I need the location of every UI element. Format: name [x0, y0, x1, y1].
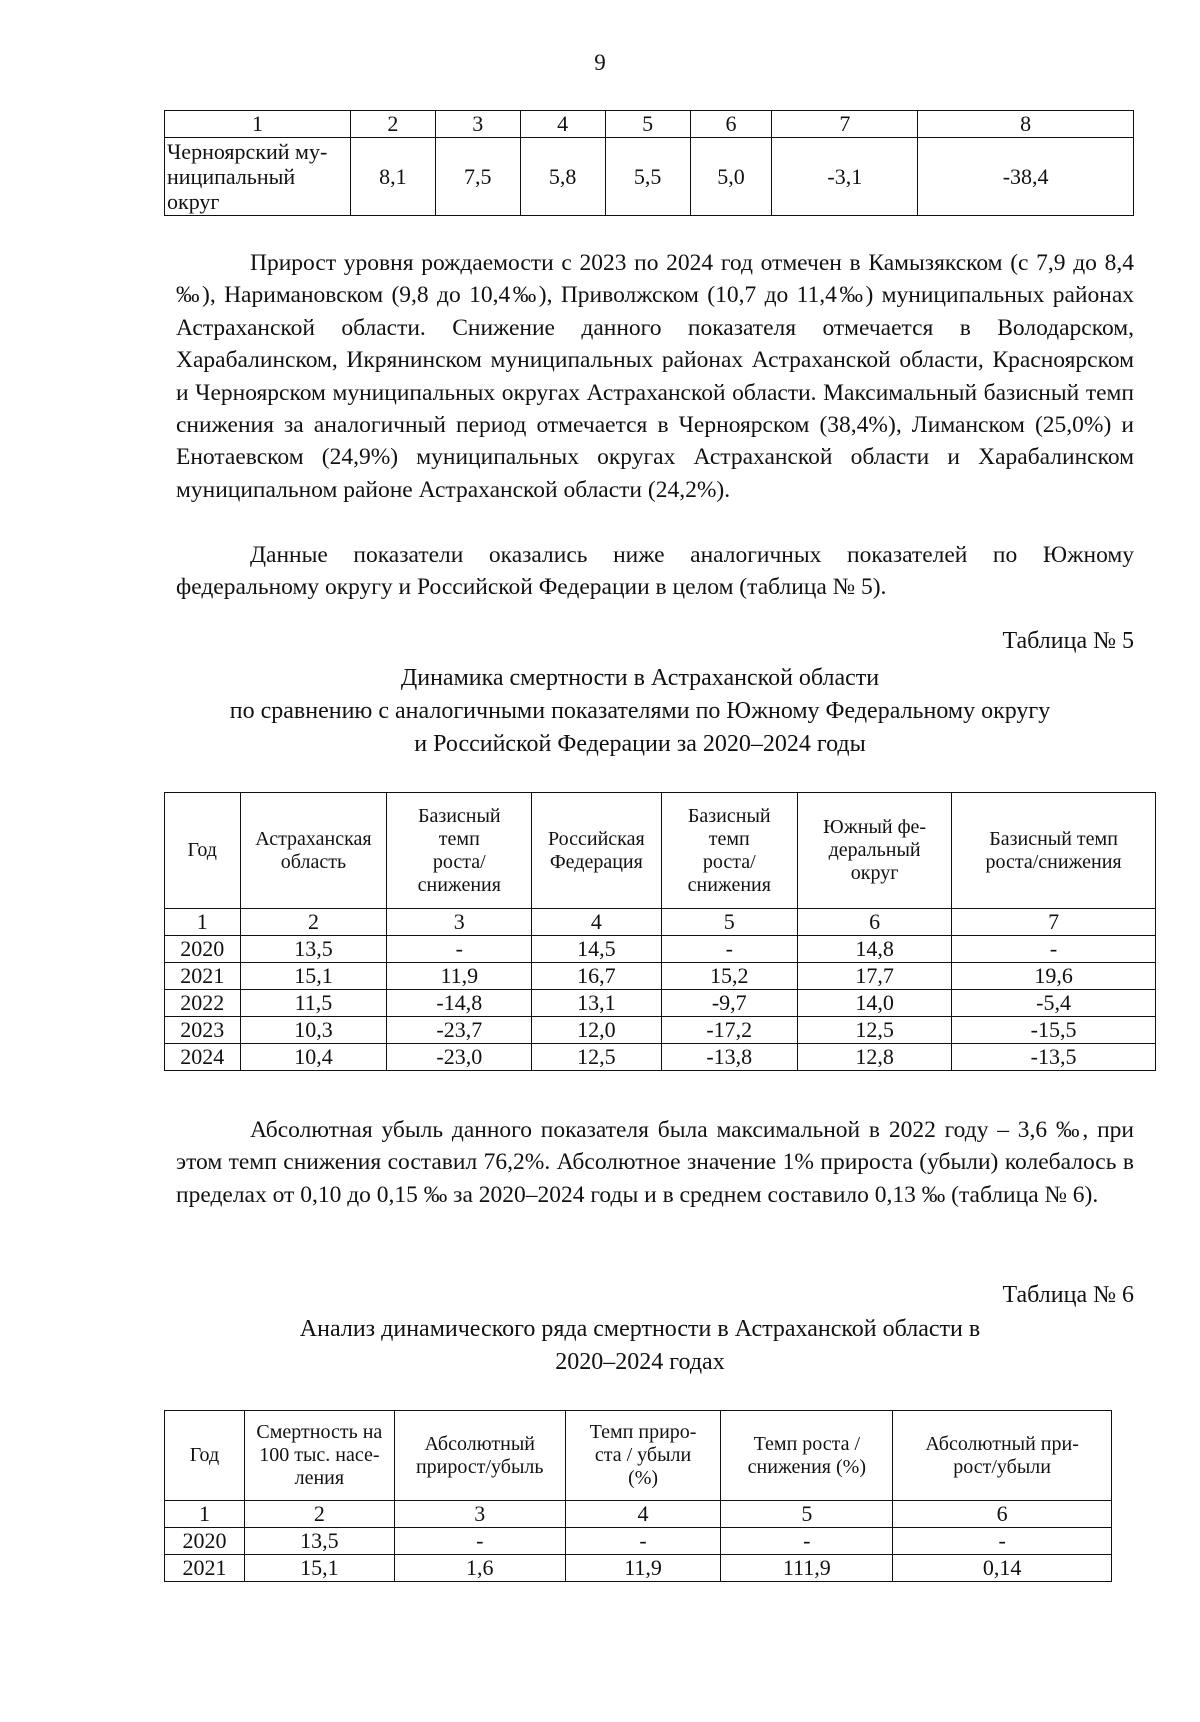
table-row [165, 1555, 1112, 1582]
table-cell: 15,2 [661, 963, 798, 990]
col-number: 2 [240, 909, 387, 936]
table-cell: 14,5 [532, 936, 661, 963]
table-cell: 2021 [165, 1555, 245, 1582]
table-cell: 14,0 [798, 990, 952, 1017]
col-number: 7 [772, 111, 918, 138]
table-cell: 1,6 [394, 1555, 565, 1582]
table-row [165, 138, 1134, 216]
table-cell: 13,5 [244, 1528, 394, 1555]
table-cell: -14,8 [387, 990, 532, 1017]
table-cell: 0,14 [893, 1555, 1112, 1582]
table-cell: -38,4 [918, 138, 1134, 216]
table-cell: 10,4 [240, 1044, 387, 1071]
col-number: 4 [532, 909, 661, 936]
table-cell: -23,7 [387, 1017, 532, 1044]
header-cell: Базисный темп роста/снижения [952, 793, 1156, 909]
table-cell: 7,5 [435, 138, 520, 216]
table-cell: 2020 [165, 936, 241, 963]
table-cell: -5,4 [952, 990, 1156, 1017]
header-cell: Абсолютный при- рост/убыли [893, 1411, 1112, 1501]
table-cell: 10,3 [240, 1017, 387, 1044]
table-row [165, 1528, 1112, 1555]
col-number: 7 [952, 909, 1156, 936]
table6-title: Анализ динамического ряда смертности в Астраханской области в 2020–2024 годах [299, 1316, 981, 1375]
col-number: 8 [918, 111, 1134, 138]
table-cell: - [952, 936, 1156, 963]
col-number: 6 [893, 1501, 1112, 1528]
table-cell: -13,8 [661, 1044, 798, 1071]
header-cell: Темп приро- ста / убыли (%) [565, 1411, 721, 1501]
col-number: 5 [721, 1501, 893, 1528]
table-cell: 2024 [165, 1044, 241, 1071]
table-cell: 111,9 [721, 1555, 893, 1582]
table-cell: 13,5 [240, 936, 387, 963]
header-cell: Абсолютный прирост/убыль [394, 1411, 565, 1501]
table-cell: 8,1 [350, 138, 435, 216]
table-cell: 17,7 [798, 963, 952, 990]
header-cell: Темп роста / снижения (%) [721, 1411, 893, 1501]
header-cell: Год [165, 793, 241, 909]
table-row [165, 963, 1156, 990]
col-number: 6 [690, 111, 772, 138]
table-cell: - [893, 1528, 1112, 1555]
header-cell: Смертность на 100 тыс. насе- ления [244, 1411, 394, 1501]
table-cell: - [387, 936, 532, 963]
table6-header-row [165, 1411, 1112, 1501]
table-cell: -15,5 [952, 1017, 1156, 1044]
table-cell: 5,0 [690, 138, 772, 216]
table-row [165, 1017, 1156, 1044]
table-row [165, 936, 1156, 963]
table-cell: -3,1 [772, 138, 918, 216]
column-number-row [165, 909, 1156, 936]
header-cell: Южный фе- деральный округ [798, 793, 952, 909]
table-row [165, 1044, 1156, 1071]
col-number: 6 [798, 909, 952, 936]
page-number: 9 [594, 50, 606, 75]
table-cell: 2021 [165, 963, 241, 990]
table6-label: Таблица № 6 [1002, 1282, 1134, 1308]
table-cell: - [661, 936, 798, 963]
table-cell: 16,7 [532, 963, 661, 990]
table-cell: 14,8 [798, 936, 952, 963]
table6 [164, 1410, 1112, 1582]
paragraph-absolute-decline: Абсолютная убыль данного показателя была максимальной в 2022 году – 3,6 ‰, при этом темп снижения составил 76,2%. Абсолютное значение 1% прироста (убыли) колебалось в пределах от 0,10 до 0,15 ‰ за 2020–2024 годы и в среднем составило 0,13 ‰ (таблица № 6). [176, 1117, 1134, 1208]
table-cell: 11,9 [387, 963, 532, 990]
table-cell: 2022 [165, 990, 241, 1017]
table5 [164, 792, 1156, 1071]
paragraph-comparison: Данные показатели оказались ниже аналогичных показателей по Южному федеральному округу и Российской Федерации в целом (таблица № 5). [176, 542, 1134, 601]
header-cell: Базисный темп роста/ снижения [661, 793, 798, 909]
col-number: 2 [350, 111, 435, 138]
table-cell: 19,6 [952, 963, 1156, 990]
table-cell: 11,9 [565, 1555, 721, 1582]
col-number: 2 [244, 1501, 394, 1528]
column-number-row [165, 1501, 1112, 1528]
table-cell: - [721, 1528, 893, 1555]
col-number: 3 [435, 111, 520, 138]
table5-header-row [165, 793, 1156, 909]
table-cell: -13,5 [952, 1044, 1156, 1071]
col-number: 5 [605, 111, 690, 138]
table-cell: - [394, 1528, 565, 1555]
col-number: 4 [565, 1501, 721, 1528]
table-cell: -23,0 [387, 1044, 532, 1071]
paragraph-birth-rate: Прирост уровня рождаемости с 2023 по 2024 год отмечен в Камызякском (с 7,9 до 8,4 ‰), Наримановском (9,8 до 10,4‰), Приволжском (10,7 до 11,4‰) муниципальных районах Астраханской области. Снижение данного показателя отмечается в Володарском, Харабалинском, Икрянинском муниципальных районах Астраханской области, Красноярском и Черноярском муниципальных округах Астраханской области. Максимальный базисный темп снижения за аналогичный период отмечается в Черноярском (38,4%), Лиманском (25,0%) и Енотаевском (24,9%) муниципальных округах Астраханской области и Харабалинском муниципальном районе Астраханской области (24,2%). [176, 250, 1134, 503]
col-number: 3 [394, 1501, 565, 1528]
table-cell: 13,1 [532, 990, 661, 1017]
col-number: 1 [165, 111, 351, 138]
header-cell: Российская Федерация [532, 793, 661, 909]
table-cell: 5,8 [520, 138, 605, 216]
col-number: 3 [387, 909, 532, 936]
table5-label: Таблица № 5 [1002, 628, 1134, 654]
column-number-row [165, 111, 1134, 138]
table-cell: - [565, 1528, 721, 1555]
district-name: Черноярский му- ниципальный округ [165, 138, 351, 216]
col-number: 1 [165, 1501, 245, 1528]
header-cell: Базисный темп роста/ снижения [387, 793, 532, 909]
header-cell: Астраханская область [240, 793, 387, 909]
table-cell: 15,1 [244, 1555, 394, 1582]
table-cell: 15,1 [240, 963, 387, 990]
table-cell: -9,7 [661, 990, 798, 1017]
table-row [165, 990, 1156, 1017]
table-cell: 11,5 [240, 990, 387, 1017]
table-cell: 2023 [165, 1017, 241, 1044]
table-cell: -17,2 [661, 1017, 798, 1044]
col-number: 5 [661, 909, 798, 936]
table-cell: 12,8 [798, 1044, 952, 1071]
table-cell: 12,5 [532, 1044, 661, 1071]
col-number: 4 [520, 111, 605, 138]
header-cell: Год [165, 1411, 245, 1501]
continuation-table [164, 110, 1134, 216]
table-cell: 12,5 [798, 1017, 952, 1044]
col-number: 1 [165, 909, 241, 936]
table-cell: 5,5 [605, 138, 690, 216]
table-cell: 12,0 [532, 1017, 661, 1044]
table5-title: Динамика смертности в Астраханской области по сравнению с аналогичными показателями по Южному Федеральному округу и Российской Федерации за 2020–2024 годы [229, 665, 1051, 757]
table-cell: 2020 [165, 1528, 245, 1555]
